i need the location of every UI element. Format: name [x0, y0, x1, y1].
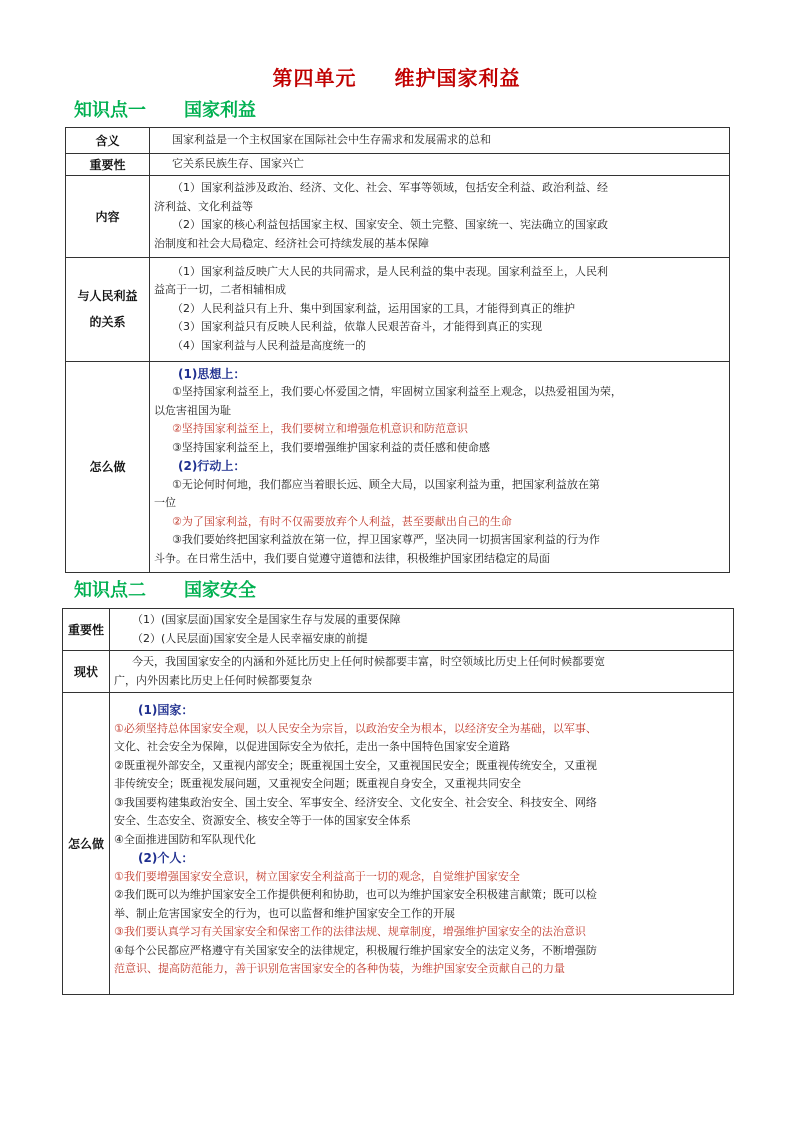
- row-content: [66, 175, 730, 257]
- section1-heading: [74, 96, 256, 122]
- relation-line: （3）国家利益只有反映人民利益，依靠人民艰苦奋斗，才能得到真正的实现: [172, 320, 542, 334]
- how-thought-line: ②坚持国家利益至上，我们要树立和增强危机意识和防范意识: [172, 422, 468, 435]
- relation-line: 益高于一切，二者相辅相成: [154, 283, 286, 297]
- content-line: （2）国家的核心利益包括国家主权、国家安全、领土完整、国家统一、宪法确立的国家政: [172, 218, 608, 231]
- row-relation: [66, 257, 730, 361]
- relation-label: 与人民利益 的关系: [66, 257, 150, 361]
- security-person-line: ③我们要认真学习有关国家安全和保密工作的法律法规、规章制度，增强维护国家安全的法治意识: [114, 925, 586, 938]
- how-cell: [150, 361, 730, 572]
- security-country-line: 安全、生态安全、资源安全、核安全等于一体的国家安全体系: [114, 814, 411, 827]
- relation-line: （1）国家利益反映广大人民的共同需求，是人民利益的集中表现。国家利益至上，人民利: [172, 264, 608, 278]
- relation-line: （2）人民利益只有上升、集中到国家利益，运用国家的工具，才能得到真正的维护: [172, 301, 575, 315]
- how-label: 怎么做: [66, 361, 150, 572]
- security-how-cell: [110, 693, 734, 995]
- how-action-line: ③我们要始终把国家利益放在第一位，捍卫国家尊严，坚决同一切损害国家利益的行为作: [172, 533, 600, 546]
- security-person-line: ④每个公民都应严格遵守有关国家安全的法律规定，积极履行维护国家安全的法定义务，不断增强防: [114, 943, 597, 957]
- how-action-line: 斗争。在日常生活中，我们要自觉遵守道德和法律，积极维护国家团结稳定的局面: [154, 551, 550, 565]
- importance-label: 重要性: [66, 154, 150, 176]
- meaning-label: 含义: [66, 128, 150, 154]
- section1-number: 知识点一: [74, 100, 146, 121]
- how-action-line: ②为了国家利益，有时不仅需要放弃个人利益，甚至要献出自己的生命: [172, 514, 512, 528]
- status-line: 今天，我国国家安全的内涵和外延比历史上任何时候都要丰富，时空领域比历史上任何时候都要宽: [132, 655, 605, 668]
- security-person-line: ②我们既可以为维护国家安全工作提供便利和协助，也可以为维护国家安全积极建言献策；既可以检: [114, 888, 597, 901]
- content-line: 治制度和社会大局稳定、经济社会可持续发展的基本保障: [154, 236, 429, 250]
- how-action-line: 一位: [154, 496, 176, 509]
- row-importance: [66, 154, 730, 176]
- status-line: 广，内外因素比历史上任何时候都要复杂: [114, 673, 312, 687]
- section2-heading: [74, 576, 256, 602]
- content-line: 济利益、文化利益等: [154, 199, 253, 213]
- how-subheading-thought: (1)思想上：: [178, 366, 246, 381]
- security-country-line: ①必须坚持总体国家安全观，以人民安全为宗旨，以政治安全为根本，以经济安全为基础，以军事、: [114, 721, 597, 735]
- how-subheading-action: (2)行动上：: [178, 459, 246, 473]
- section2-number: 知识点二: [74, 580, 146, 601]
- row-security-how: [63, 693, 734, 995]
- how-action-line: ①无论何时何地，我们都应当着眼长远、顾全大局，以国家利益为重，把国家利益放在第: [172, 477, 600, 491]
- content-cell: [150, 175, 730, 257]
- row-security-importance: [63, 609, 734, 651]
- relation-cell: [150, 257, 730, 361]
- security-how-subheading-person: (2)个人：: [138, 851, 194, 865]
- security-country-line: 非传统安全；既重视发展问题，又重视安全问题；既重视自身安全，又重视共同安全: [114, 777, 521, 790]
- security-country-line: ④全面推进国防和军队现代化: [114, 832, 256, 846]
- security-how-label: 怎么做: [63, 693, 110, 995]
- row-meaning: [66, 128, 730, 154]
- section2-name: 国家安全: [184, 580, 256, 601]
- security-importance-cell: [110, 609, 734, 651]
- how-thought-line: 以危害祖国为耻: [154, 403, 231, 417]
- national-interest-table: [65, 127, 730, 573]
- how-thought-line: ③坚持国家利益至上，我们要增强维护国家利益的责任感和使命感: [172, 440, 490, 454]
- status-cell: [110, 651, 734, 693]
- unit-label: 第四单元: [272, 66, 357, 90]
- meaning-text: 国家利益是一个主权国家在国际社会中生存需求和发展需求的总和: [172, 133, 491, 147]
- security-how-subheading-country: (1)国家：: [138, 703, 194, 717]
- section1-name: 国家利益: [184, 100, 256, 121]
- row-status: [63, 651, 734, 693]
- security-importance-label: 重要性: [63, 609, 110, 651]
- status-label: 现状: [63, 651, 110, 693]
- security-person-line: 范意识、提高防范能力，善于识别危害国家安全的各种伪装，为维护国家安全贡献自己的力量: [114, 962, 565, 975]
- security-person-line: ①我们要增强国家安全意识，树立国家安全利益高于一切的观念，自觉维护国家安全: [114, 869, 520, 883]
- row-how: [66, 361, 730, 572]
- unit-name: 维护国家利益: [394, 66, 521, 90]
- importance-text: 它关系民族生存、国家兴亡: [172, 157, 304, 170]
- content-line: （1）国家利益涉及政治、经济、文化、社会、军事等领域，包括安全利益、政治利益、经: [172, 181, 608, 194]
- security-person-line: 举、制止危害国家安全的行为，也可以监督和维护国家安全工作的开展: [114, 906, 455, 920]
- page-title: [0, 62, 793, 91]
- relation-line: （4）国家利益与人民利益是高度统一的: [172, 338, 366, 352]
- security-country-line: 文化、社会安全为保障，以促进国际安全为依托，走出一条中国特色国家安全道路: [114, 740, 510, 753]
- security-importance-line: （2）(人民层面)国家安全是人民幸福安康的前提: [132, 631, 368, 645]
- security-importance-line: （1）(国家层面)国家安全是国家生存与发展的重要保障: [132, 613, 401, 626]
- content-label: 内容: [66, 175, 150, 257]
- security-country-line: ②既重视外部安全，又重视内部安全；既重视国土安全，又重视国民安全；既重视传统安全，又重视: [114, 758, 597, 772]
- national-security-table: [62, 608, 734, 995]
- security-country-line: ③我国要构建集政治安全、国土安全、军事安全、经济安全、文化安全、社会安全、科技安全、网络: [114, 795, 597, 809]
- how-thought-line: ①坚持国家利益至上，我们要心怀爱国之情，牢固树立国家利益至上观念，以热爱祖国为荣，: [172, 385, 622, 398]
